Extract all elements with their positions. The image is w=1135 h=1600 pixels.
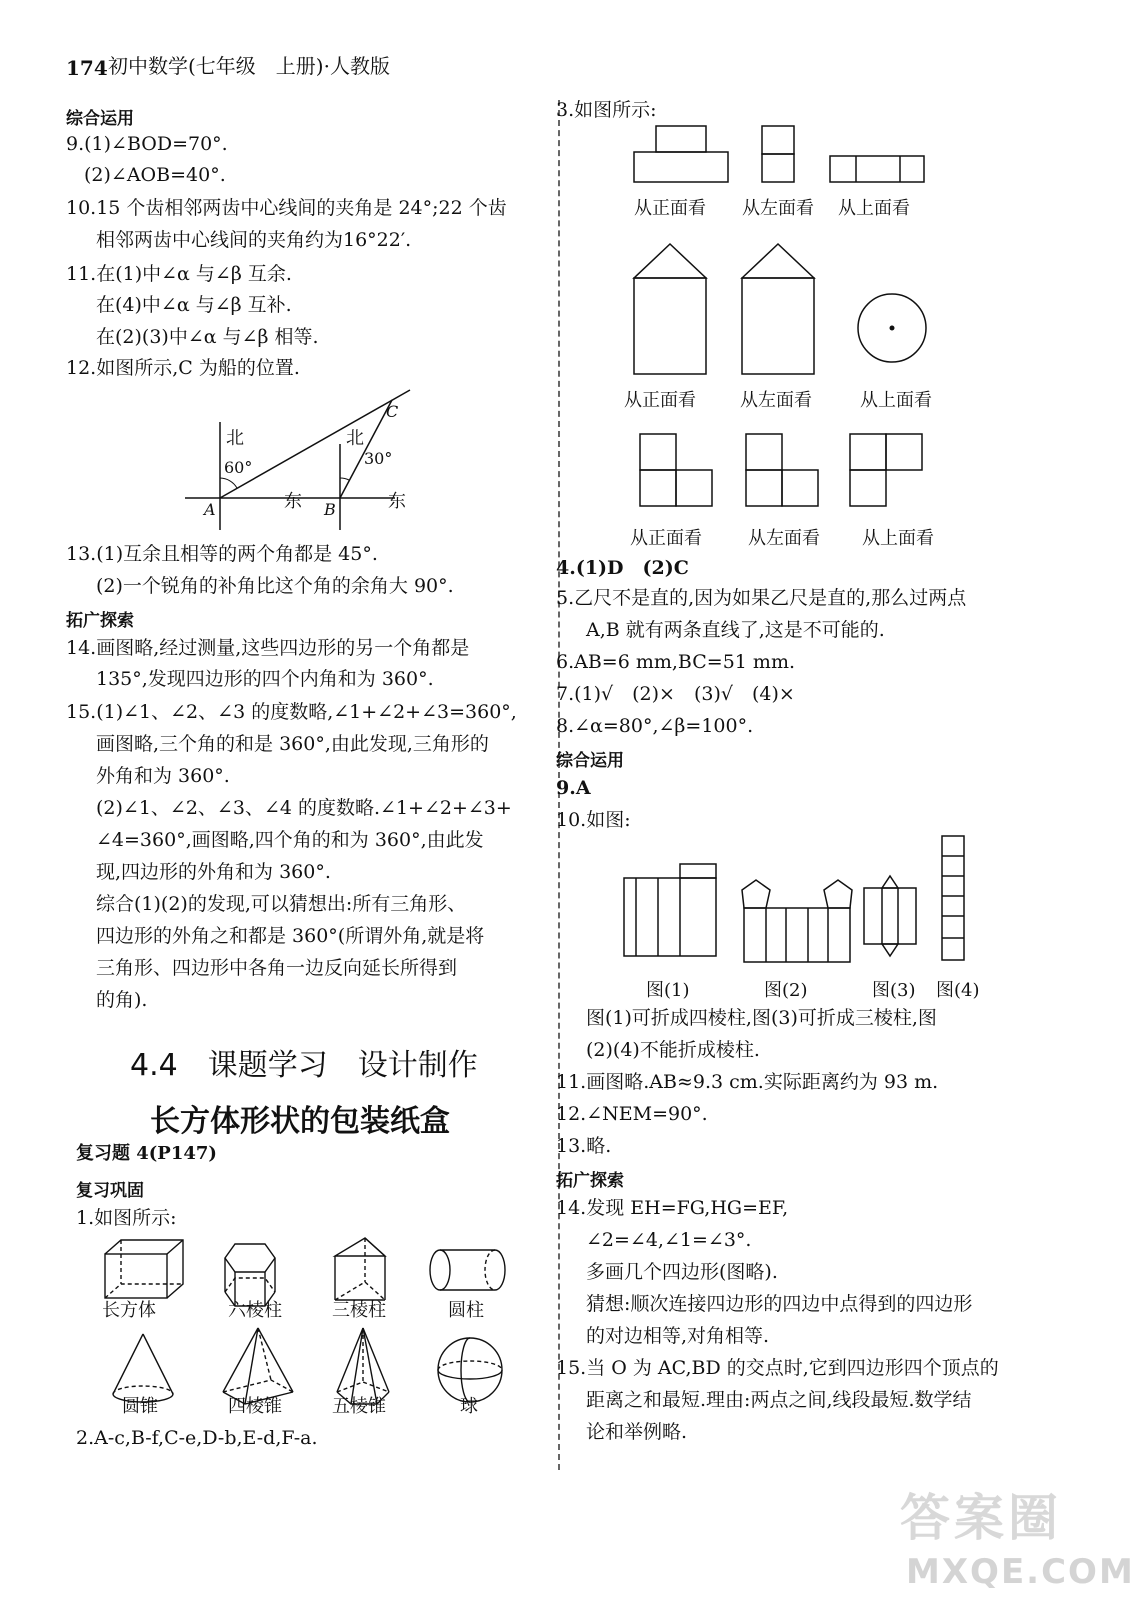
q15-c: 外角和为 360°. <box>96 765 230 787</box>
review-title: 复习题 4(P147) <box>76 1143 217 1164</box>
r6: 6.AB=6 mm,BC=51 mm. <box>556 651 795 673</box>
cylinder-shape <box>430 1250 505 1290</box>
r8: 8.∠α=80°,∠β=100°. <box>556 715 754 737</box>
q13-a: 13.(1)互余且相等的两个角都是 45°. <box>66 543 378 565</box>
r10-a: 图(1)可折成四棱柱,图(3)可折成三棱柱,图 <box>586 1007 937 1029</box>
q15-b: 画图略,三个角的和是 360°,由此发现,三角形的 <box>96 733 489 755</box>
point-b: B <box>324 500 336 519</box>
point-c: C <box>386 402 399 421</box>
q11-c: 在(2)(3)中∠α 与∠β 相等. <box>96 326 319 348</box>
q15-g: 综合(1)(2)的发现,可以猜想出:所有三角形、 <box>96 893 467 915</box>
view-front-1: 从正面看 <box>634 198 706 219</box>
section-tuoguang-left: 拓广探索 <box>66 611 134 631</box>
q14-a: 14.画图略,经过测量,这些四边形的另一个角都是 <box>66 637 470 659</box>
angle-label-60: 60° <box>224 458 253 477</box>
point-a: A <box>204 500 216 519</box>
q10-a: 10.15 个齿相邻两齿中心线间的夹角是 24°;22 个齿 <box>66 197 507 219</box>
book-title: 初中数学(七年级 上册)·人教版 <box>108 54 390 78</box>
view-top-2: 从上面看 <box>860 390 932 411</box>
r3: 3.如图所示: <box>556 99 657 121</box>
view-front-3: 从正面看 <box>630 528 702 549</box>
r14-c: 多画几个四边形(图略). <box>586 1261 778 1283</box>
r5-a: 5.乙尺不是直的,因为如果乙尺是直的,那么过两点 <box>556 587 967 609</box>
east-label-1: 东 <box>284 491 302 512</box>
q15-j: 的角). <box>96 989 148 1011</box>
north-label-2: 北 <box>346 428 364 449</box>
page-number: 174 <box>66 56 108 80</box>
net-label-1: 图(1) <box>646 980 690 1001</box>
q9-1: 9.(1)∠BOD=70°. <box>66 133 228 155</box>
r15-c: 论和举例略. <box>586 1421 688 1443</box>
q15-d: (2)∠1、∠2、∠3、∠4 的度数略.∠1+∠2+∠3+ <box>96 797 512 819</box>
q13-b: (2)一个锐角的补角比这个角的余角大 90°. <box>96 575 454 597</box>
solid-label-pentagonal-pyramid: 五棱锥 <box>332 1396 386 1417</box>
r14-e: 的对边相等,对角相等. <box>586 1325 770 1347</box>
r1: 1.如图所示: <box>76 1207 177 1229</box>
tri-prism-shape <box>335 1238 385 1300</box>
q14-b: 135°,发现四边形的四个内角和为 360°. <box>96 668 434 690</box>
view-top-1: 从上面看 <box>838 198 910 219</box>
solid-label-cylinder: 圆柱 <box>448 1300 484 1321</box>
q12: 12.如图所示,C 为船的位置. <box>66 357 300 379</box>
r7: 7.(1)√ (2)× (3)√ (4)× <box>556 683 795 705</box>
q15-e: ∠4=360°,画图略,四个角的和为 360°,由此发 <box>96 829 484 851</box>
q15-f: 现,四边形的外角和为 360°. <box>96 861 331 883</box>
section-zonghe-right: 综合运用 <box>556 751 624 771</box>
r14-b: ∠2=∠4,∠1=∠3°. <box>586 1229 752 1251</box>
section-title-4-4: 4.4 课题学习 设计制作 <box>130 1048 478 1083</box>
q9-2: (2)∠AOB=40°. <box>84 164 226 186</box>
east-label-2: 东 <box>388 491 406 512</box>
r10-b: (2)(4)不能折成棱柱. <box>586 1039 760 1061</box>
north-label-1: 北 <box>226 428 244 449</box>
r13: 13.略. <box>556 1135 612 1157</box>
view-front-2: 从正面看 <box>624 390 696 411</box>
solid-label-square-pyramid: 四棱锥 <box>228 1396 282 1417</box>
solid-label-tri-prism: 三棱柱 <box>332 1300 386 1321</box>
q15-i: 三角形、四边形中各角一边反向延长所得到 <box>96 957 458 979</box>
r14-a: 14.发现 EH=FG,HG=EF, <box>556 1197 789 1219</box>
section-gonggu: 复习巩固 <box>76 1181 144 1201</box>
r4: 4.(1)D (2)C <box>556 557 689 579</box>
solid-label-sphere: 球 <box>460 1396 478 1417</box>
view-left-1: 从左面看 <box>742 198 814 219</box>
section-zonghe-left: 综合运用 <box>66 109 134 129</box>
section-tuoguang-right: 拓广探索 <box>556 1171 624 1191</box>
three-views-figure <box>620 120 950 520</box>
solid-label-hex-prism: 六棱柱 <box>228 1300 282 1321</box>
net-label-2: 图(2) <box>764 980 808 1001</box>
watermark-brand: 答案圈 <box>900 1489 1062 1547</box>
section-subtitle: 长方体形状的包装纸盒 <box>150 1104 450 1139</box>
solid-label-cuboid: 长方体 <box>102 1300 156 1321</box>
r11: 11.画图略.AB≈9.3 cm.实际距离约为 93 m. <box>556 1071 939 1093</box>
cuboid-shape <box>105 1240 183 1298</box>
r14-d: 猜想:顺次连接四边形的四边中点得到的四边形 <box>586 1293 973 1315</box>
r2: 2.A-c,B-f,C-e,D-b,E-d,F-a. <box>76 1427 318 1449</box>
r9: 9.A <box>556 777 591 799</box>
q15-h: 四边形的外角之和都是 360°(所谓外角,就是将 <box>96 925 485 947</box>
q11-b: 在(4)中∠α 与∠β 互补. <box>96 294 292 316</box>
watermark-url: MXQE.COM <box>906 1552 1135 1592</box>
q10-b: 相邻两齿中心线间的夹角约为16°22′. <box>96 229 412 251</box>
view-left-3: 从左面看 <box>748 528 820 549</box>
nets-figure <box>620 834 980 964</box>
r15-a: 15.当 O 为 AC,BD 的交点时,它到四边形四个顶点的 <box>556 1357 999 1379</box>
r12: 12.∠NEM=90°. <box>556 1103 708 1125</box>
net-label-4: 图(4) <box>936 980 980 1001</box>
r15-b: 距离之和最短.理由:两点之间,线段最短.数学结 <box>586 1389 972 1411</box>
view-top-3: 从上面看 <box>862 528 934 549</box>
net-label-3: 图(3) <box>872 980 916 1001</box>
view-left-2: 从左面看 <box>740 390 812 411</box>
angle-label-30: 30° <box>364 449 393 468</box>
r5-b: A,B 就有两条直线了,这是不可能的. <box>586 619 885 641</box>
q11-a: 11.在(1)中∠α 与∠β 互余. <box>66 263 292 285</box>
q15-a: 15.(1)∠1、∠2、∠3 的度数略,∠1+∠2+∠3=360°, <box>66 701 517 723</box>
solid-label-cone: 圆锥 <box>122 1396 158 1417</box>
r10: 10.如图: <box>556 809 631 831</box>
